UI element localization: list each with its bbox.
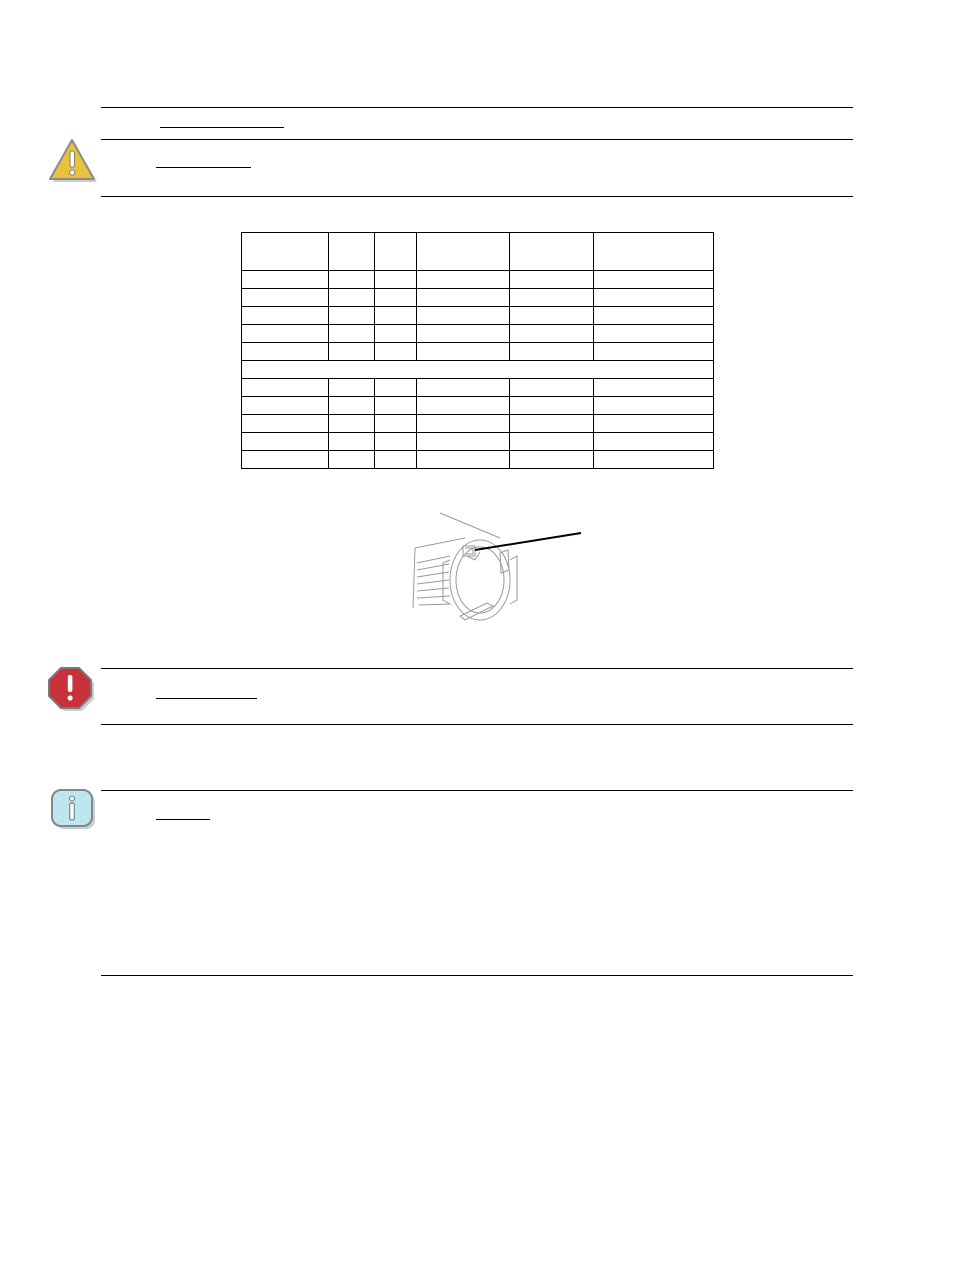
note-top-rule [101, 790, 853, 791]
header-title-underline [160, 127, 284, 128]
table-row [242, 433, 714, 451]
caution-label-underline [156, 167, 251, 168]
table-row [242, 379, 714, 397]
spec-table [241, 232, 714, 469]
warning-top-rule [101, 668, 853, 669]
table-row [242, 451, 714, 469]
lens-tube-drawing [405, 508, 595, 633]
note-info-icon [49, 788, 97, 837]
table-row [242, 415, 714, 433]
caution-top-rule [101, 139, 853, 140]
warning-bottom-rule [101, 724, 853, 725]
table-row [242, 289, 714, 307]
note-label-underline [156, 819, 210, 820]
warning-label-underline [156, 698, 257, 699]
note-bottom-rule [101, 975, 853, 976]
header-rule [101, 107, 853, 108]
warning-octagon-icon [47, 665, 97, 718]
caution-triangle-icon [47, 138, 99, 189]
table-header-row [242, 233, 714, 271]
table-section-row [242, 361, 714, 379]
table-row [242, 325, 714, 343]
table-row [242, 307, 714, 325]
table-row [242, 271, 714, 289]
table-row [242, 343, 714, 361]
caution-bottom-rule [101, 196, 853, 197]
table-row [242, 397, 714, 415]
